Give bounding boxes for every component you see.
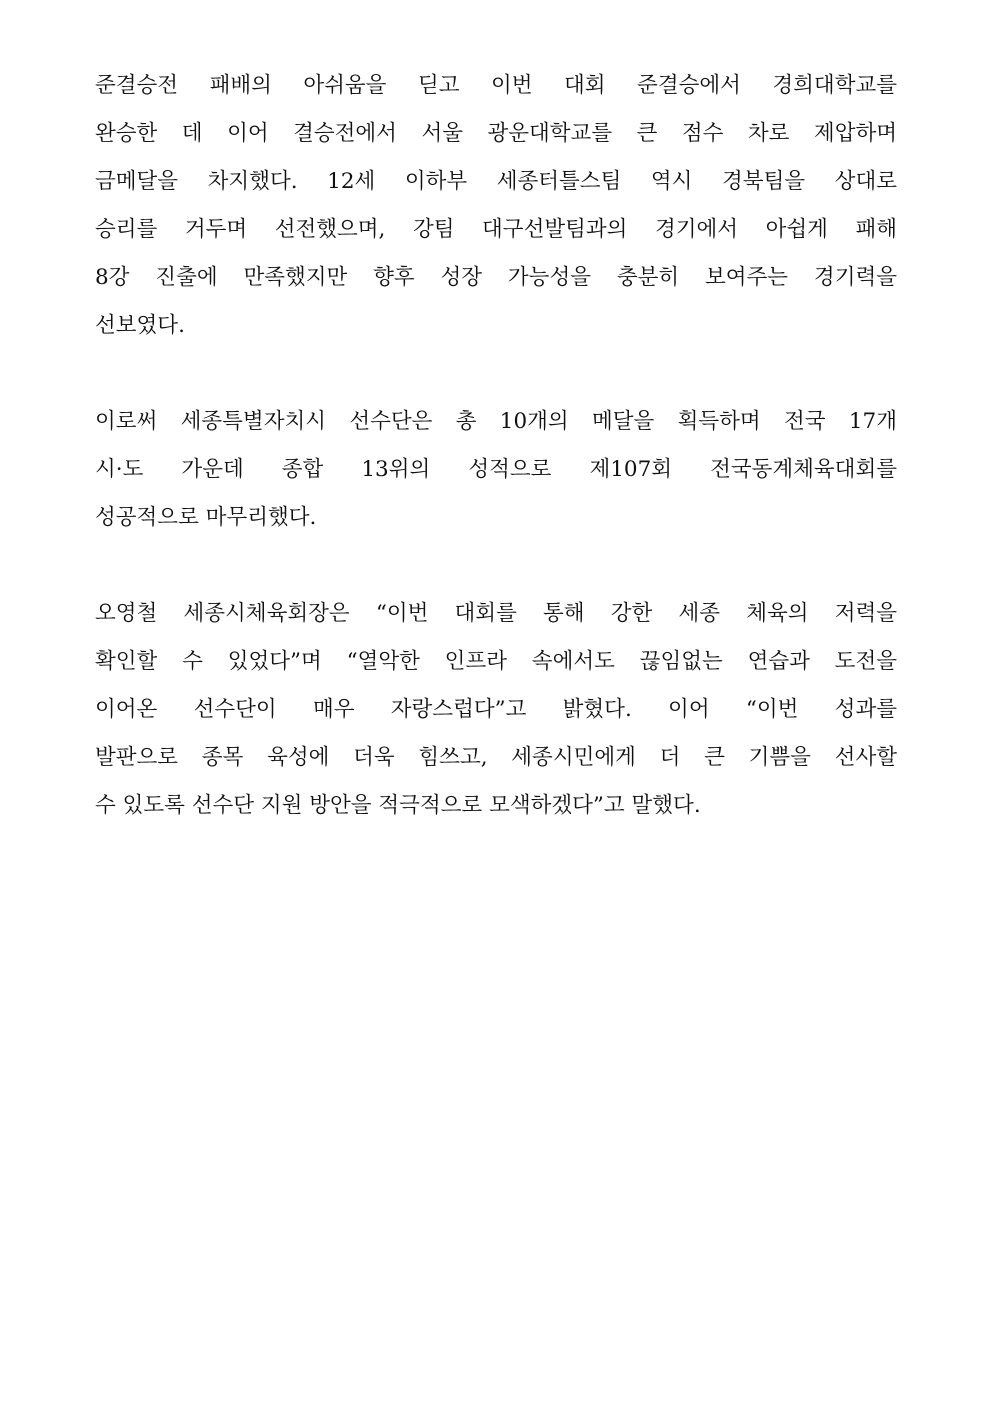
text-line: 오영철 세종시체육회장은 “이번 대회를 통해 강한 세종 체육의 저력을 (95, 601, 897, 626)
text-line: 시·도 가운데 종합 13위의 성적으로 제107회 전국동계체육대회를 (95, 457, 897, 482)
paragraph-3 (95, 590, 897, 830)
text-line: 성공적으로 마무리했다. (95, 505, 317, 530)
document-body (95, 62, 897, 878)
text-line: 수 있도록 선수단 지원 방안을 적극적으로 모색하겠다”고 말했다. (95, 793, 701, 818)
text-line: 준결승전 패배의 아쉬움을 딛고 이번 대회 준결승에서 경희대학교를 (95, 73, 897, 98)
text-line: 이어온 선수단이 매우 자랑스럽다”고 밝혔다. 이어 “이번 성과를 (95, 697, 897, 722)
paragraph-1 (95, 62, 897, 350)
text-line: 완승한 데 이어 결승전에서 서울 광운대학교를 큰 점수 차로 제압하며 (95, 121, 897, 146)
text-line: 확인할 수 있었다”며 “열악한 인프라 속에서도 끊임없는 연습과 도전을 (95, 649, 897, 674)
text-line: 승리를 거두며 선전했으며, 강팀 대구선발팀과의 경기에서 아쉽게 패해 (95, 217, 897, 242)
text-line: 금메달을 차지했다. 12세 이하부 세종터틀스팀 역시 경북팀을 상대로 (95, 169, 897, 194)
text-line: 8강 진출에 만족했지만 향후 성장 가능성을 충분히 보여주는 경기력을 (95, 265, 897, 290)
text-line: 발판으로 종목 육성에 더욱 힘쓰고, 세종시민에게 더 큰 기쁨을 선사할 (95, 745, 897, 770)
paragraph-2 (95, 398, 897, 542)
text-line: 선보였다. (95, 313, 185, 338)
text-line: 이로써 세종특별자치시 선수단은 총 10개의 메달을 획득하며 전국 17개 (95, 409, 897, 434)
